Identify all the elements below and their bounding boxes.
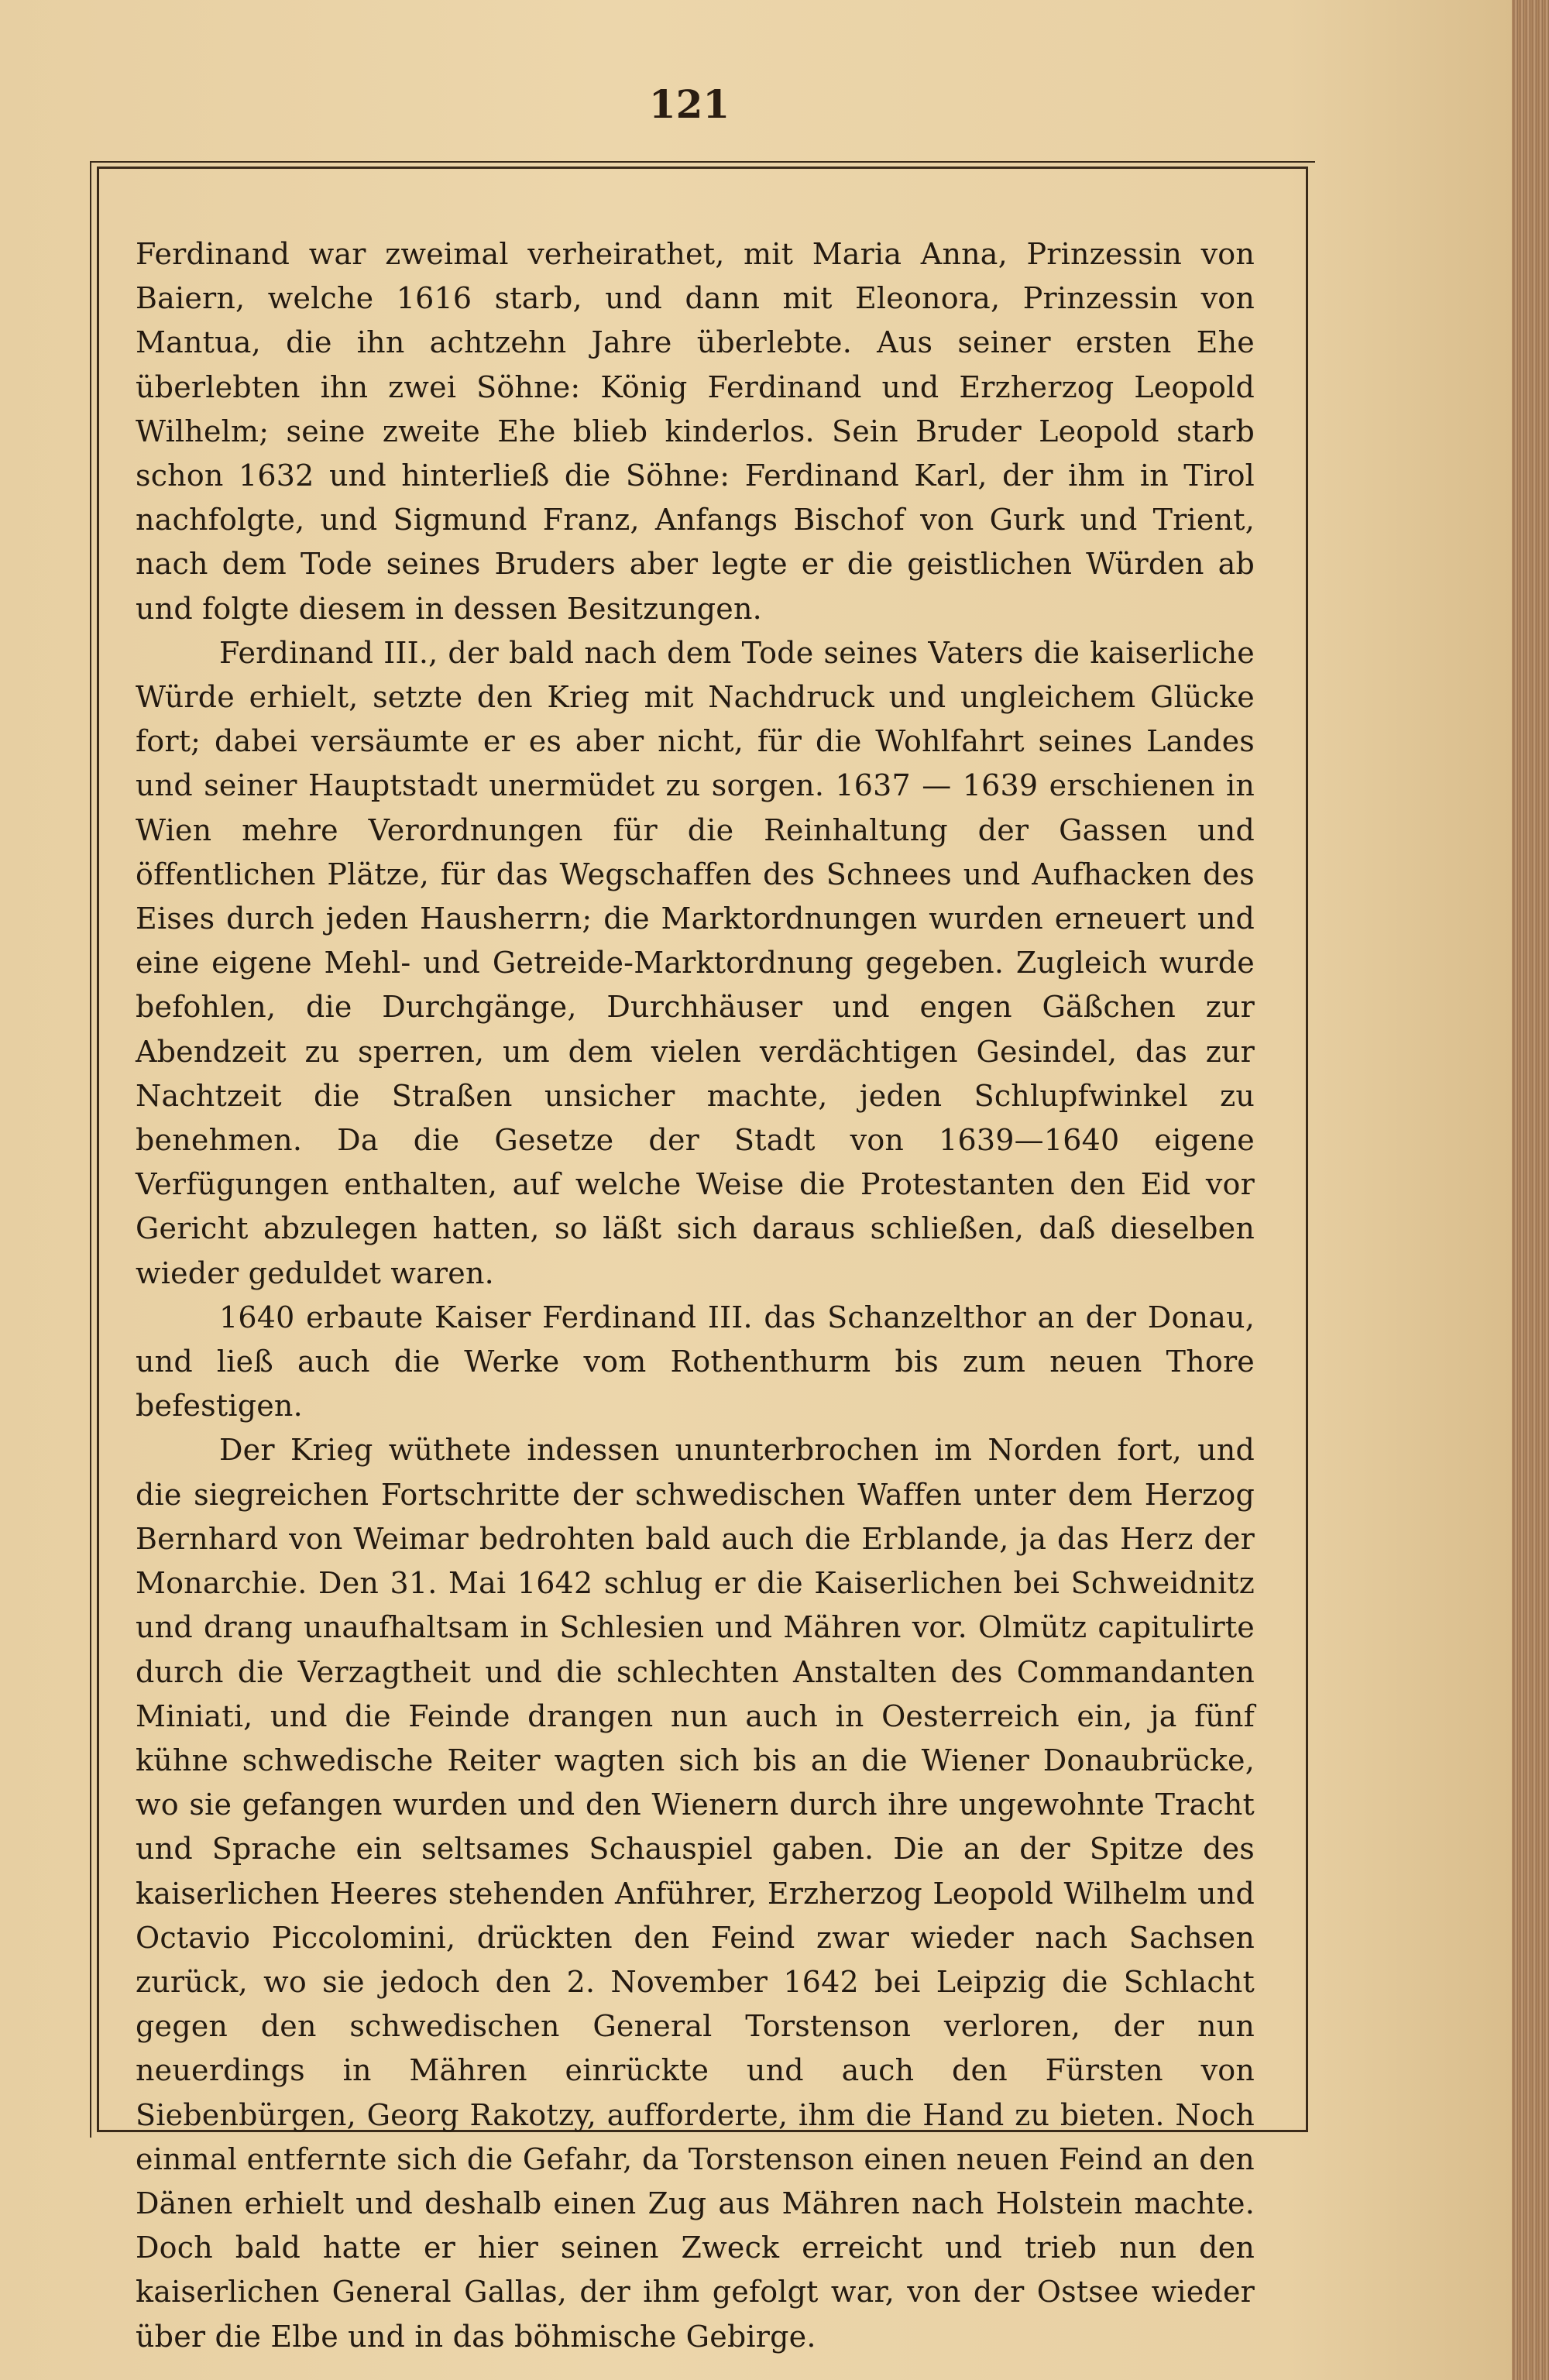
page-number: 121 (648, 81, 730, 127)
body-text (136, 232, 1255, 2359)
paragraph: Ferdinand war zweimal verheirathet, mit Maria Anna, Prinzessin von Baiern, welche 1616 starb, und dann mit Eleonora, Prinzessin von Mantua, die ihn achtzehn Jahre überlebte. Aus seiner ersten Ehe überlebten ihn zwei Söhne: König Ferdinand und Erzherzog Leopold Wilhelm; seine zweite Ehe blieb kinderlos. Sein Bruder Leopold starb schon 1632 und hinterließ die Söhne: Ferdinand Karl, der ihm in Tirol nachfolgte, und Sigmund Franz, Anfangs Bischof von Gurk und Trient, nach dem Tode seines Bruders aber legte er die geistlichen Würden ab und folgte diesem in dessen Besitzungen. (136, 237, 1255, 626)
paragraph: Der Krieg wüthete indessen ununterbrochen im Norden fort, und die siegreichen Fortschritte der schwedischen Waffen unter dem Herzog Bernhard von Weimar bedrohten bald auch die Erblande, ja das Herz der Monarchie. Den 31. Mai 1642 schlug er die Kaiserlichen bei Schweidnitz und drang unaufhaltsam in Schlesien und Mähren vor. Olmütz capitulirte durch die Verzagtheit und die schlechten Anstalten des Commandanten Miniati, und die Feinde drangen nun auch in Oesterreich ein, ja fünf kühne schwedische Reiter wagten sich bis an die Wiener Donaubrücke, wo sie gefangen wurden und den Wienern durch ihre ungewohnte Tracht und Sprache ein seltsames Schauspiel gaben. Die an der Spitze des kaiserlichen Heeres stehenden Anführer, Erzherzog Leopold Wilhelm und Octavio Piccolomini, drückten den Feind zwar wieder nach Sachsen zurück, wo sie jedoch den 2. November 1642 bei Leipzig die Schlacht gegen den schwedischen General Torstenson verloren, der nun neuerdings in Mähren einrückte und auch den Fürsten von Siebenbürgen, Georg Rakotzy, aufforderte, ihm die Hand zu bieten. Noch einmal entfernte sich die Gefahr, da Torstenson einen neuen Feind an den Dänen erhielt und deshalb einen Zug aus Mähren nach Holstein machte. Doch bald hatte er hier seinen Zweck erreicht und trieb nun den kaiserlichen General Gallas, der ihm gefolgt war, von der Ostsee wieder über die Elbe und in das böhmische Gebirge. (136, 1433, 1255, 2354)
book-fore-edge (1512, 0, 1549, 2380)
paragraph: 1640 erbaute Kaiser Ferdinand III. das Schanzelthor an der Donau, und ließ auch die Werke vom Rothenthurm bis zum neuen Thore befestigen. (136, 1300, 1255, 1424)
paragraph: Ferdinand III., der bald nach dem Tode seines Vaters die kaiserliche Würde erhielt, setzte den Krieg mit Nachdruck und ungleichem Glücke fort; dabei versäumte er es aber nicht, für die Wohlfahrt seines Landes und seiner Hauptstadt unermüdet zu sorgen. 1637 — 1639 erschienen in Wien mehre Verordnungen für die Reinhaltung der Gassen und öffentlichen Plätze, für das Wegschaffen des Schnees und Aufhacken des Eises durch jeden Hausherrn; die Marktordnungen wurden erneuert und eine eigene Mehl- und Getreide-Marktordnung gegeben. Zugleich wurde befohlen, die Durchgänge, Durchhäuser und engen Gäßchen zur Abendzeit zu sperren, um dem vielen verdächtigen Gesindel, das zur Nachtzeit die Straßen unsicher machte, jeden Schlupfwinkel zu benehmen. Da die Gesetze der Stadt von 1639—1640 eigene Verfügungen enthalten, auf welche Weise die Protestanten den Eid vor Gericht abzulegen hatten, so läßt sich daraus schließen, daß dieselben wieder geduldet waren. (136, 635, 1255, 1290)
